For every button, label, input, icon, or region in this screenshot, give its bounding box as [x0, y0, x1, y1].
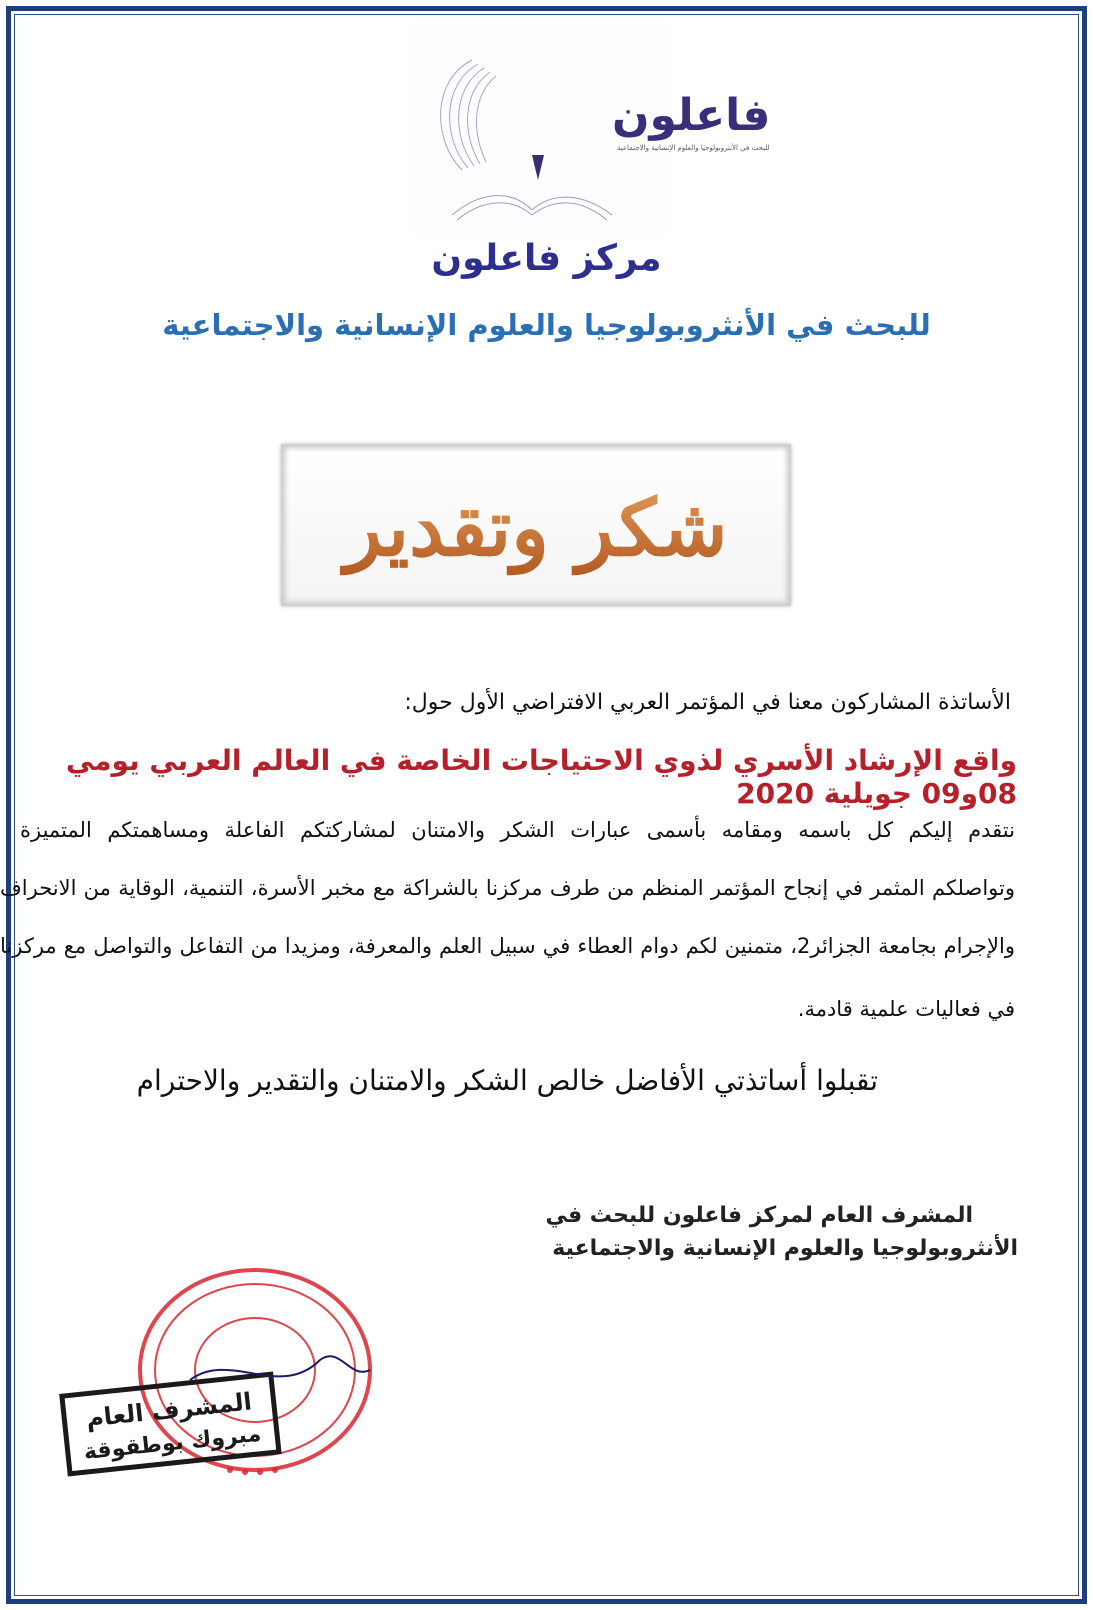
- letter-intro: الأساتذة المشاركون معنا في المؤتمر العربي الافتراضي الأول حول:: [404, 690, 1011, 715]
- signatory-title-line2: الأنثروبولوجيا والعلوم الإنسانية والاجتماعية: [552, 1236, 1018, 1261]
- logo-wordmark: فاعلون: [612, 90, 771, 141]
- stamp-name: مبروك بوطقوقة: [82, 1421, 263, 1466]
- thanks-calligraphy: شكر وتقدير: [344, 483, 728, 574]
- conference-title: واقع الإرشاد الأسري لذوي الاحتياجات الخاصة في العالم العربي يومي 08و09 جويلية 2020: [65, 744, 1017, 810]
- stamp-title: المشرف العام: [84, 1387, 254, 1433]
- paragraph-line: والإجرام بجامعة الجزائر2، متمنين لكم دوام العطاء في سبيل العلم والمعرفة، ومزيدا من التفاعل والتواصل مع مركزنا: [0, 934, 1015, 958]
- handwritten-signature: [190, 1356, 370, 1380]
- logo-tagline: للبحث في الأنثروبولوجيا والعلوم الإنسانية والاجتماعية: [617, 144, 770, 152]
- thanks-banner: [281, 444, 791, 606]
- faaloun-logo: [412, 20, 771, 236]
- paragraph-line: نتقدم إليكم كل باسمه ومقامه بأسمى عبارات الشكر والامتنان لمشاركتكم الفاعلة ومساهمتكم المتميزة: [20, 818, 1015, 842]
- paragraph-line: في فعاليات علمية قادمة.: [797, 997, 1015, 1021]
- signatory-title-line1: المشرف العام لمركز فاعلون للبحث في: [545, 1203, 973, 1228]
- official-stamp: [40, 1260, 430, 1480]
- paragraph-line: وتواصلكم المثمر في إنجاح المؤتمر المنظم من طرف مركزنا بالشراكة مع مخبر الأسرة، التنمية، الوقاية من الانحراف: [0, 876, 1015, 900]
- center-name: مركز فاعلون: [431, 238, 662, 279]
- center-subtitle: للبحث في الأنثروبولوجيا والعلوم الإنسانية والاجتماعية: [162, 308, 931, 342]
- closing-line: تقبلوا أساتذتي الأفاضل خالص الشكر والامتنان والتقدير والاحترام: [136, 1064, 878, 1097]
